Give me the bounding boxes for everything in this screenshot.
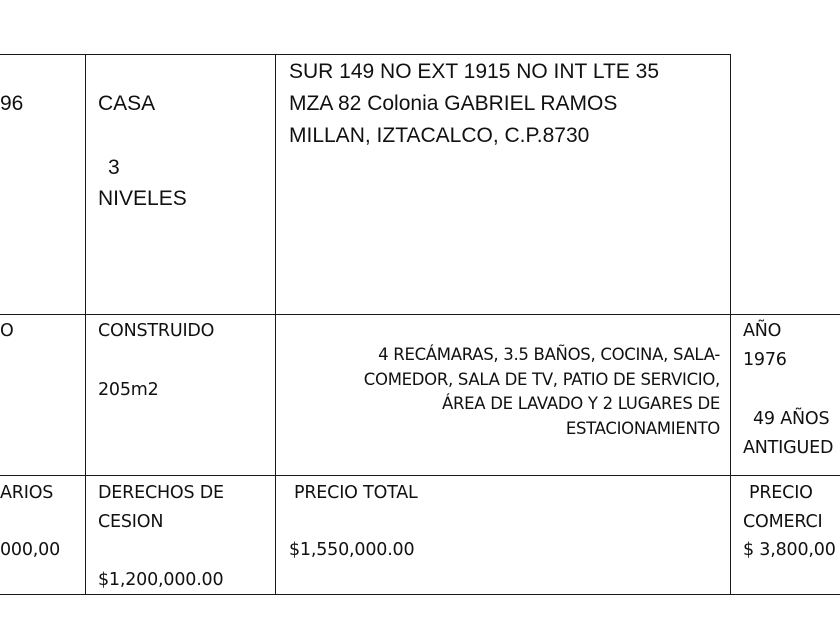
built-value: 205m2 [98, 380, 159, 400]
rights-label-line-1: DERECHOS DE [98, 483, 224, 503]
column-divider-3 [730, 54, 731, 595]
address-line-2: MZA 82 Colonia GABRIEL RAMOS [289, 92, 618, 115]
row3-col1-label: ARIOS [0, 483, 54, 503]
commercial-price-value: $ 3,800,00 [743, 540, 836, 560]
row3-col1-value: 000,00 [0, 540, 61, 560]
description-line-4: ESTACIONAMIENTO [565, 418, 720, 438]
row-divider-2 [0, 475, 840, 476]
row1-col1-fragment: 96 [0, 92, 24, 115]
row-divider-1 [0, 314, 840, 315]
total-price-label: PRECIO TOTAL [294, 483, 418, 503]
age-label: ANTIGUED [743, 438, 834, 458]
commercial-price-label-line-2: COMERCI [743, 512, 823, 532]
description-line-2: COMEDOR, SALA DE TV, PATIO DE SERVICIO, [363, 369, 720, 389]
column-divider-2 [275, 54, 276, 595]
table-top-border [0, 54, 731, 55]
year-label: AÑO [743, 321, 782, 341]
column-divider-1 [85, 54, 86, 595]
rights-label-line-2: CESION [98, 512, 164, 532]
levels-label: NIVELES [98, 187, 187, 210]
total-price-value: $1,550,000.00 [289, 540, 415, 560]
row2-col1-fragment: O [0, 321, 14, 341]
description-line-3: ÁREA DE LAVADO Y 2 LUGARES DE [442, 394, 720, 413]
amenities-description [276, 343, 720, 441]
rights-value: $1,200,000.00 [98, 570, 224, 590]
built-label: CONSTRUIDO [98, 321, 215, 341]
property-type: CASA [98, 92, 156, 115]
description-line-1: 4 RECÁMARAS, 3.5 BAÑOS, COCINA, SALA- [378, 345, 720, 364]
year-value: 1976 [743, 350, 787, 370]
levels-number: 3 [108, 156, 120, 179]
address-line-3: MILLAN, IZTACALCO, C.P.8730 [289, 124, 590, 147]
age-value: 49 AÑOS [753, 409, 830, 429]
commercial-price-label-line-1: PRECIO [749, 483, 813, 503]
address-line-1: SUR 149 NO EXT 1915 NO INT LTE 35 [289, 60, 659, 83]
